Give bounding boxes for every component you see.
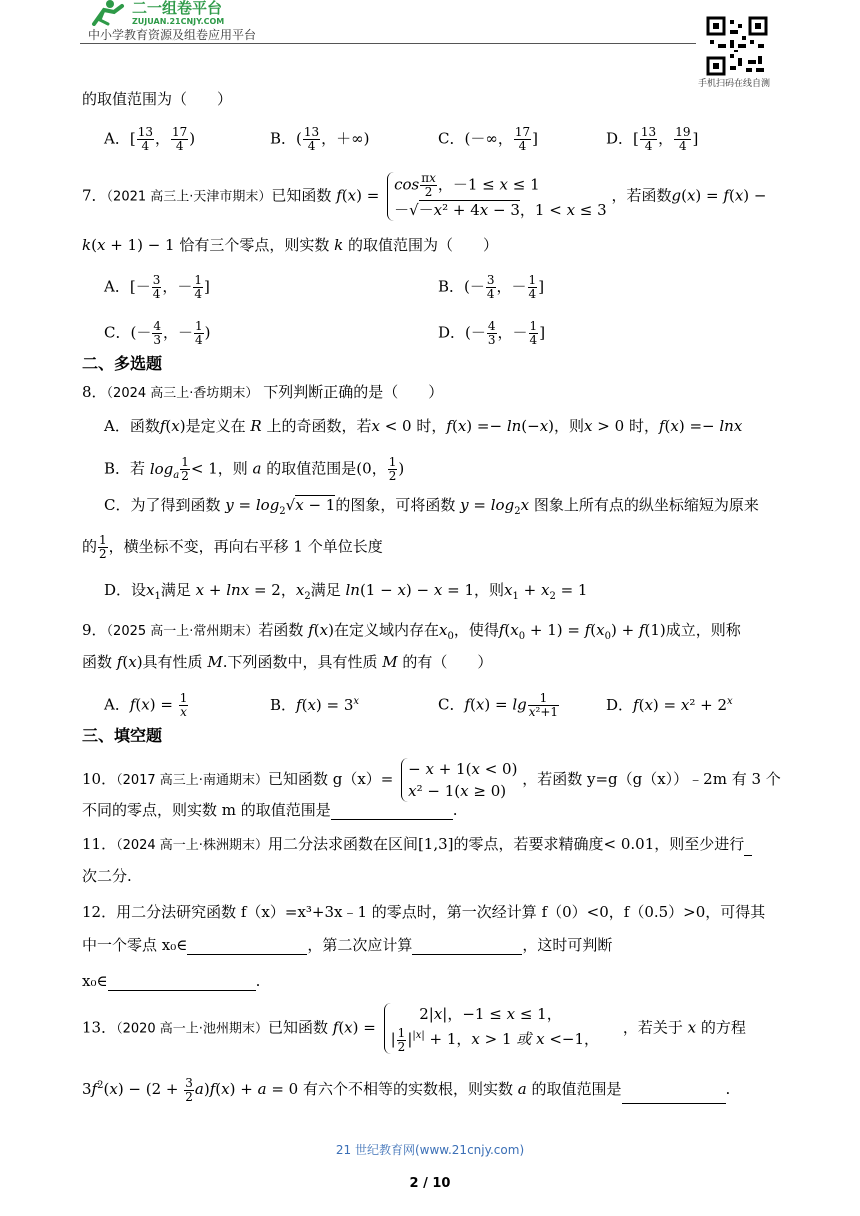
q7-option-a[interactable]: A．[－ $\frac{3}{4}$ ，－ $\frac{1}{4}$ ] [104,273,210,301]
q8-option-a[interactable]: A．函数f(x)是定义在 R 上的奇函数，若x < 0 时，f(x) =− ln(−x)，则x > 0 时，f(x) =− lnx [104,417,743,435]
option-label: A． [104,129,130,148]
q6-option-c[interactable]: C．(－∞， $\frac{17}{4}$ ] [438,125,538,153]
qr-code-icon [706,16,768,76]
q7-option-b[interactable]: B．(－ $\frac{3}{4}$ ，－ $\frac{1}{4}$ ] [438,273,545,301]
option-label: D． [606,129,634,148]
q12-stem-line1: 12．用二分法研究函数 f（x）=x³+3x﹣1 的零点时，第一次经计算 f（0）<0，f（0.5）>0，可得其 [82,903,766,921]
header-subtitle: 中小学教育资源及组卷应用平台 [88,28,257,42]
q9-option-d[interactable]: D．$f(x) = x^2 + 2^x$ [606,696,733,714]
q7-stem-line2: k(x + 1) − 1 恰有三个零点，则实数 k 的取值范围为（ ） [82,236,499,254]
site-logo[interactable] [88,0,278,26]
option-label: C． [104,323,131,342]
q11-stem-line1: 11．（2024 高一上·株洲期末）用二分法求函数在区间[1,3]的零点，若要求精确度< 0.01，则至少进行 [82,834,752,856]
q9-option-a[interactable]: A．f(x) = $\frac{1}{x}$ [104,691,188,719]
piecewise-function: cos $\frac{\pi x}{2}$ ，－1 ≤ x ≤ 1 －√－x² + 4x − 3，1 < x ≤ 3 [387,172,607,221]
answer-blank[interactable] [622,1083,726,1104]
option-label: A． [104,277,130,296]
q9-option-c[interactable]: C．f(x) = lg $\frac{1}{\text{x²+1}}$ [438,691,559,719]
q8-option-c-line1[interactable]: C．为了得到函数 $y = \log_2√x - 1$的图象，可将函数 $y = \log_2x$ 图象上所有点的纵坐标缩短为原来 [104,496,759,517]
q8-option-d[interactable]: D．设$x_1$满足 x + lnx = 2，$x_2$满足 ln(1 − x) − x = 1，则$x_1 + x_2 = 1$ [104,581,588,602]
answer-blank[interactable] [187,934,307,955]
page-number: 2 / 10 [409,1176,451,1191]
q9-stem-line1: 9．（2025 高一上·常州期末）若函数 f(x)在定义域内存在$x_0$，使得$f(x_0 + 1) = f(x_0) + f(1)$成立，则称 [82,621,741,642]
q12-stem-line2: 中一个零点 x₀∈ ，第二次应计算 ，这时可判断 [82,936,613,954]
option-label: D． [606,696,634,714]
answer-blank[interactable] [331,799,453,820]
q8-stem: 8．（2024 高三上·香坊期末） 下列判断正确的是（ ） [82,383,444,401]
svg-text:二一组卷平台: 二一组卷平台 [132,0,223,17]
answer-blank[interactable] [744,835,752,856]
q8-option-c-line2: 的 $\frac{1}{2}$ ，横坐标不变，再向右平移 1 个单位长度 [82,533,383,561]
option-label: B． [270,696,297,714]
q6-option-b[interactable]: B．( $\frac{13}{4}$ ，＋∞) [270,125,370,153]
answer-blank[interactable] [108,970,256,991]
option-label: C． [438,129,465,148]
header-divider [80,43,696,44]
qr-code[interactable] [706,16,768,76]
option-label: A． [104,695,130,714]
section-title-fill-in: 三、填空题 [82,726,163,745]
option-label: C． [438,695,465,714]
qr-caption: 手机扫码在线自测 [698,79,771,89]
option-label: B． [270,129,297,148]
q7-stem-line1: 7．（2021 高三上·天津市期末）已知函数 f(x) = cos $\frac{\pi x}{2}$ ，－1 ≤ x ≤ 1 －√－x² + 4x − 3，1 < x ≤ 3 ，若函数g(x) = f(x) − [82,171,767,219]
footer-link[interactable]: 21 世纪教育网(www.21cnjy.com) [335,1143,525,1157]
piecewise-function: 2|x|，−1 ≤ x ≤ 1， | $\frac{1}{2}$ $|^{|x|} + 1$，x > 1 或 x <−1， [384,1003,599,1054]
piecewise-function: − x + 1(x < 0) x² − 1(x ≥ 0) [401,758,517,802]
option-label: B． [438,277,465,296]
q6-option-a[interactable]: A．[ $\frac{13}{4}$ ， $\frac{17}{4}$ ) [104,125,196,153]
svg-text:ZUJUAN.21CNJY.COM: ZUJUAN.21CNJY.COM [132,17,225,26]
q7-option-d[interactable]: D．(－ $\frac{4}{3}$ ，－ $\frac{1}{4}$ ] [438,319,546,347]
q9-stem-line2: 函数 f(x)具有性质 M.下列函数中，具有性质 M 的有（ ） [82,653,493,671]
runner-logo-icon [88,0,278,26]
q13-stem-line2: $3f^2(x) - (2$ + $\frac{3}{2}$ a)f(x) + a = 0 有六个不相等的实数根，则实数 a 的取值范围是 . [82,1075,731,1104]
q9-option-b[interactable]: B．$f(x) = 3^x$ [270,696,360,714]
q13-stem-line1: 13．（2020 高一上·池州期末）已知函数 f(x) = 2|x|，−1 ≤ x ≤ 1， | $\frac{1}{2}$ $|^{|x|} + 1$，x > 1 或 x <−1， ，若关于 x 的方程 [82,1005,746,1054]
q6-stem-tail: 的取值范围为（ ） [82,90,233,108]
q10-stem-line1: 10．（2017 高三上·南通期末）已知函数 g（x）= − x + 1(x < 0) x² − 1(x ≥ 0) ，若函数 y=g（g（x））﹣2m 有 3 个 [82,760,781,800]
q10-stem-line2: 不同的零点，则实数 m 的取值范围是 . [82,801,458,819]
q11-stem-line2: 次二分. [82,867,132,885]
q8-option-b[interactable]: B．若 $\log_a$ $\frac{1}{2}$ < 1，则 a 的取值范围是(0， $\frac{1}{2}$ ) [104,455,405,483]
option-label: D． [438,323,466,342]
section-title-multiple-choice: 二、多选题 [82,354,163,373]
answer-blank[interactable] [412,934,522,955]
q7-option-c[interactable]: C．(－ $\frac{4}{3}$ ，－ $\frac{1}{4}$ ) [104,319,211,347]
q6-option-d[interactable]: D．[ $\frac{13}{4}$ ， $\frac{19}{4}$ ] [606,125,699,153]
q12-stem-line3: x₀∈ . [82,972,261,990]
